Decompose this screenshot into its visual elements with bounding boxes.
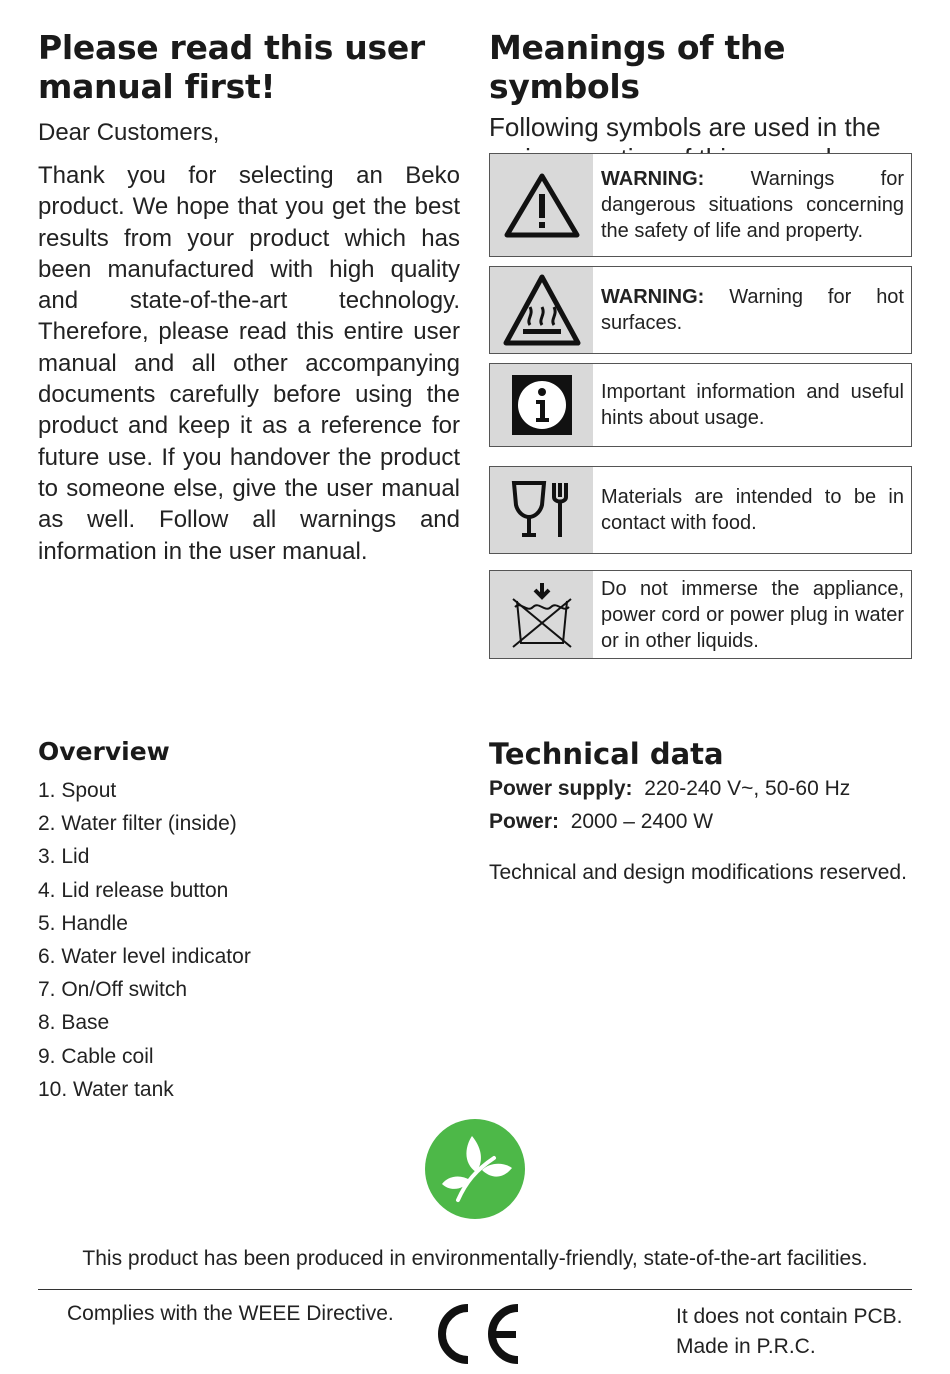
symbol-row-info [489, 363, 912, 447]
power-row [489, 805, 919, 838]
symbol-row-food-contact [489, 466, 912, 554]
ce-mark-icon [430, 1302, 522, 1366]
symbol-description: Materials are intended to be in contact with food. [601, 486, 904, 534]
footer-divider [38, 1289, 912, 1290]
symbol-description: Warning for hot surfaces. [601, 286, 904, 334]
intro-heading: Please read this user manual first! [38, 28, 425, 106]
symbol-row-hot-surface [489, 266, 912, 354]
power-label: Power: [489, 810, 560, 833]
greeting: Dear Customers, [38, 119, 220, 146]
symbol-row-do-not-immerse [489, 570, 912, 659]
symbol-label: WARNING: [601, 286, 705, 308]
overview-heading: Overview [38, 737, 170, 766]
list-item: 4. Lid release button [38, 878, 229, 902]
symbols-heading: Meanings of the symbols [489, 28, 786, 106]
symbol-description: Warnings for dangerous situations concerning the safety of life and property. [601, 168, 904, 242]
warning-triangle-icon [490, 154, 593, 256]
symbol-description: Do not immerse the appliance, power cord or power plug in water or in other liquids. [601, 577, 904, 652]
symbol-label: WARNING: [601, 168, 705, 190]
list-item: 3. Lid [38, 845, 90, 869]
list-item: 7. On/Off switch [38, 978, 187, 1002]
do-not-immerse-icon [490, 571, 593, 658]
symbol-description: Important information and useful hints about usage. [601, 381, 904, 429]
info-icon [490, 364, 593, 446]
list-item: 8. Base [38, 1011, 110, 1035]
technical-note: Technical and design modifications reserved. [489, 861, 907, 884]
symbol-row-warning [489, 153, 912, 257]
food-contact-icon [490, 467, 593, 553]
hot-surface-icon [490, 267, 593, 353]
power-value: 2000 – 2400 W [570, 810, 714, 833]
list-item: 10. Water tank [38, 1077, 174, 1101]
pcb-statement: It does not contain PCB. [676, 1305, 903, 1328]
list-item: 9. Cable coil [38, 1044, 154, 1068]
made-in-statement: Made in P.R.C. [676, 1335, 816, 1358]
list-item: 6. Water level indicator [38, 945, 251, 969]
technical-heading: Technical data [489, 737, 724, 771]
symbols-intro: Following symbols are used in the [489, 112, 881, 142]
list-item: 1. Spout [38, 779, 117, 802]
power-supply-row [489, 772, 919, 805]
weee-statement: Complies with the WEEE Directive. [67, 1302, 394, 1325]
overview-list [38, 774, 438, 1106]
eco-statement: This product has been produced in environmentally-friendly, state-of-the-art facilities. [82, 1247, 868, 1270]
power-supply-label: Power supply: [489, 777, 633, 800]
list-item: 5. Handle [38, 911, 128, 935]
pcb-block [676, 1302, 902, 1362]
technical-section [489, 736, 919, 885]
overview-section [38, 736, 438, 1106]
list-item: 2. Water filter (inside) [38, 812, 237, 836]
intro-section [38, 28, 460, 567]
power-supply-value: 220-240 V~, 50-60 Hz [644, 777, 851, 800]
eco-leaf-icon [424, 1118, 526, 1220]
intro-paragraph: Thank you for selecting an Beko product. We hope that you get the best results from your product which has been manufactured with high quality and state-of-the-art technology. Therefore, please read this entire user manual and all other accompanying documents carefully before using the product and keep it as a reference for future use. If you handover the product to someone else, give the user manual as well. Follow all warnings and information in the user manual. [38, 162, 460, 565]
